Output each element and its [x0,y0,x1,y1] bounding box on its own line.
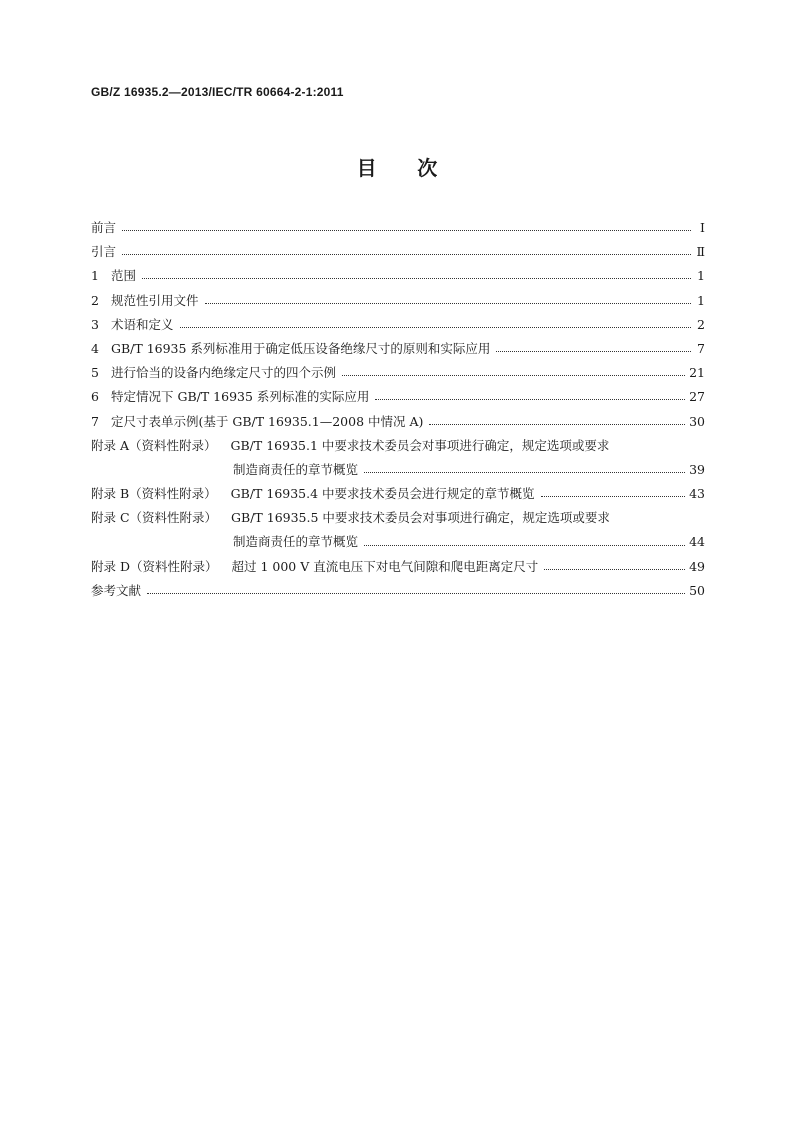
toc-page-number: 1 [697,268,705,284]
toc-row-introduction[interactable] [91,240,705,264]
toc-row-4[interactable] [91,337,705,361]
toc-number: 6 [91,389,99,405]
toc-row-2[interactable] [91,289,705,313]
toc-label: 引言 [91,244,117,260]
toc-number: 2 [91,292,99,308]
dot-leader [142,277,691,279]
dot-leader [429,423,685,425]
toc-row-annex-d[interactable] [91,555,705,579]
toc-row-annex-c[interactable] [91,506,705,530]
toc-number: 7 [91,413,99,429]
toc-label: 术语和定义 [111,316,174,332]
toc-page-number: 39 [689,461,705,477]
toc-page-number: 21 [689,365,705,381]
toc-row-7[interactable] [91,410,705,434]
toc-label: 进行恰当的设备内绝缘定尺寸的四个示例 [111,365,337,381]
toc-label: 范围 [111,268,137,284]
toc-label: 超过 1 000 V 直流电压下对电气间隙和爬电距离定尺寸 [231,558,539,574]
toc-row-3[interactable] [91,313,705,337]
toc-page-number: 44 [689,534,705,550]
toc-annex-tag: 附录 A（资料性附录） [91,437,217,453]
toc-page-number: 49 [689,558,705,574]
toc-label-continuation: 制造商责任的章节概览 [233,461,359,477]
dot-leader [122,253,691,255]
toc-label: 特定情况下 GB/T 16935 系列标准的实际应用 [111,389,370,405]
toc-page-number: 1 [697,292,705,308]
toc-page-number: 50 [689,582,705,598]
toc-row-annex-a[interactable] [91,434,705,458]
toc-number: 1 [91,268,99,284]
toc-label: GB/T 16935.4 中要求技术委员会进行规定的章节概览 [230,486,535,502]
page-title: 目 次 [356,156,438,180]
toc-label: GB/T 16935 系列标准用于确定低压设备绝缘尺寸的原则和实际应用 [111,340,491,356]
dot-leader [147,592,685,594]
toc-label-continuation: 制造商责任的章节概览 [233,534,359,550]
dot-leader [205,302,691,304]
toc-label: 参考文献 [91,582,142,598]
dot-leader [180,326,691,328]
toc-row-6[interactable] [91,385,705,409]
toc-row-foreword[interactable] [91,216,705,240]
toc-row-1[interactable] [91,264,705,288]
dot-leader [342,374,685,376]
toc-label: GB/T 16935.1 中要求技术委员会对事项进行确定，规定选项或要求 [230,437,610,453]
toc-row-5[interactable] [91,361,705,385]
toc-page-number: 30 [689,413,705,429]
dot-leader [364,544,685,546]
toc-page-number: 7 [697,340,705,356]
toc-number: 4 [91,340,99,356]
toc-page-number: 2 [697,316,705,332]
toc-row-bibliography[interactable] [91,579,705,603]
toc-page-number: Ⅱ [696,244,705,260]
toc-row-annex-c-cont[interactable] [91,530,705,554]
dot-leader [375,398,685,400]
toc-annex-tag: 附录 B（资料性附录） [91,486,217,502]
toc-page-number: 43 [689,486,705,502]
toc-row-annex-a-cont[interactable] [91,458,705,482]
document-code-header: GB/Z 16935.2—2013/IEC/TR 60664-2-1:2011 [91,85,344,99]
toc-label: GB/T 16935.5 中要求技术委员会对事项进行确定，规定选项或要求 [231,510,610,526]
toc-label: 定尺寸表单示例(基于 GB/T 16935.1—2008 中情况 A) [111,413,424,429]
toc-label: 前言 [91,220,117,235]
table-of-contents [91,216,705,603]
toc-page-number: 27 [689,389,705,405]
toc-annex-tag: 附录 D（资料性附录） [91,558,218,574]
dot-leader [544,568,685,570]
dot-leader [496,350,691,352]
toc-number: 5 [91,365,99,381]
toc-row-annex-b[interactable] [91,482,705,506]
toc-number: 3 [91,316,99,332]
toc-page-number: Ⅰ [700,220,705,235]
toc-annex-tag: 附录 C（资料性附录） [91,510,218,526]
dot-leader [541,495,686,497]
dot-leader [122,229,691,231]
toc-label: 规范性引用文件 [111,292,199,308]
dot-leader [364,471,685,473]
